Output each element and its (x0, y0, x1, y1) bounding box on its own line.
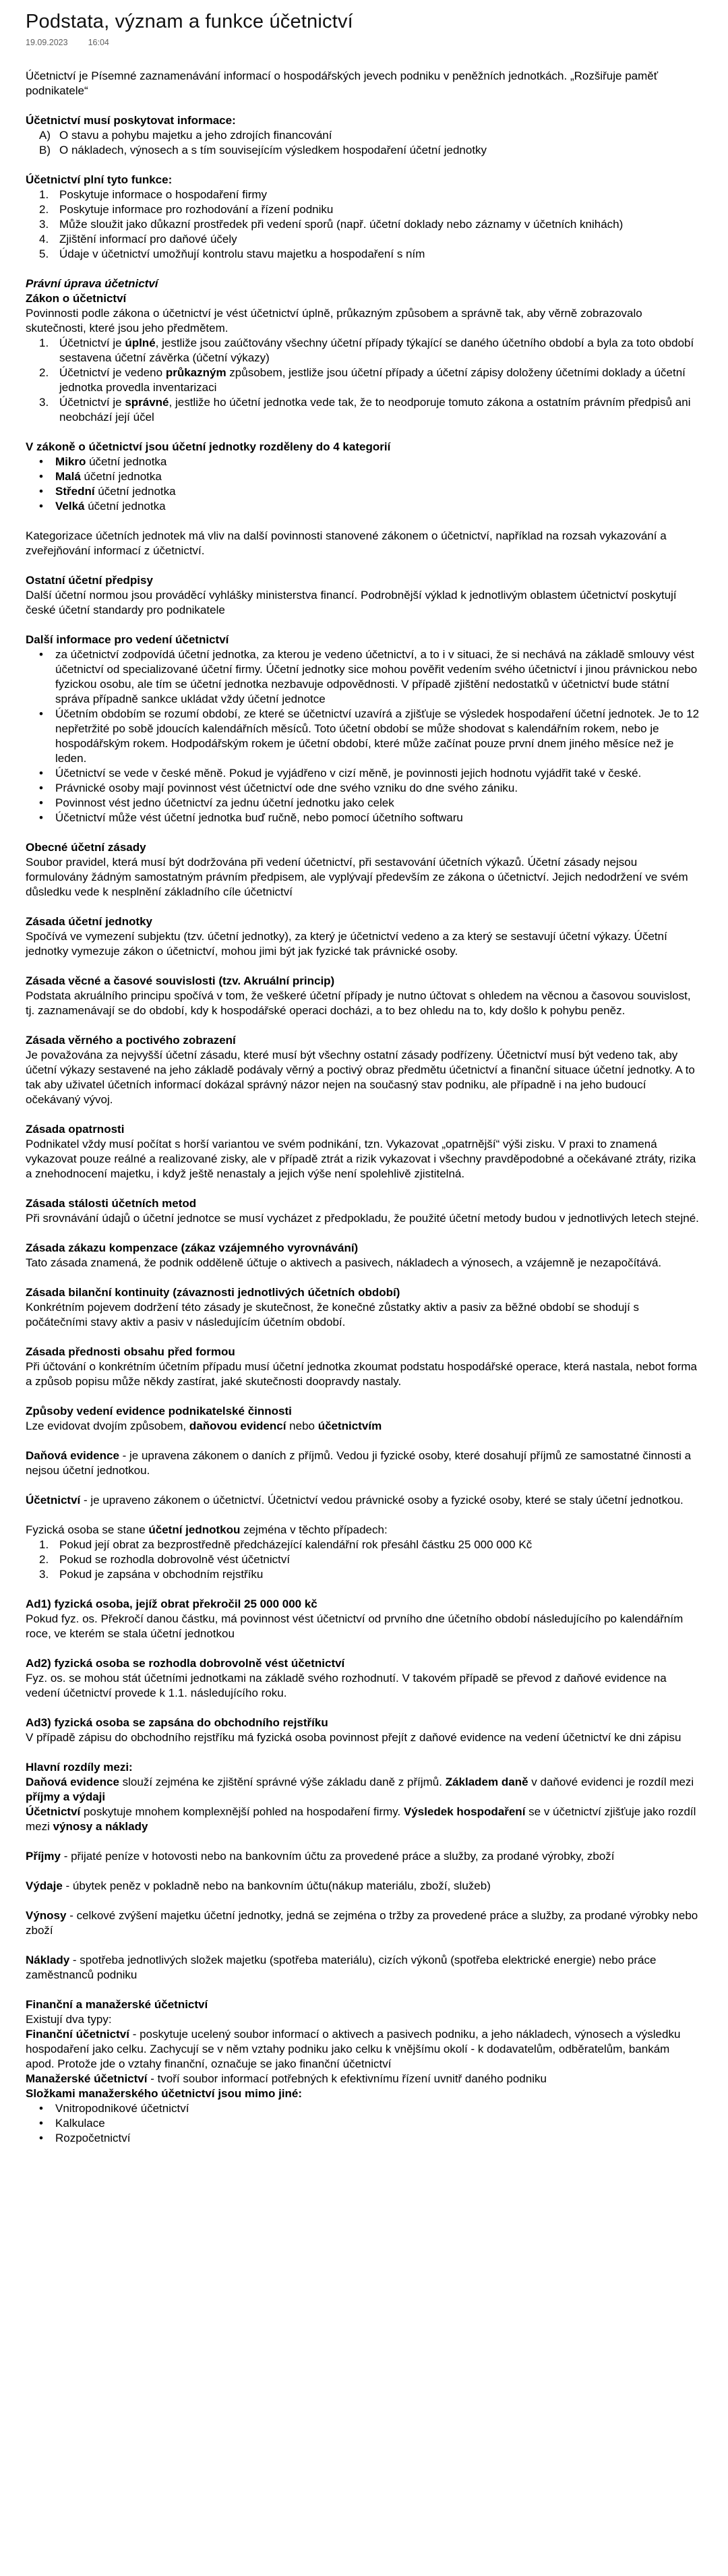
paragraph: Fyz. os. se mohou stát účetními jednotkami na základě svého rozhodnutí. V takovém případě se převod z daňové evidence na vedení účetnictví provede k 1.1. následujícího roku. (26, 1672, 667, 1699)
numbered-list (26, 128, 700, 158)
text-run: účetnictvím (317, 1419, 382, 1432)
section-heading: Zásada věrného a poctivého zobrazení (26, 1034, 236, 1047)
list-marker: 1. (39, 188, 49, 201)
paragraph: Účetnictví je Písemné zaznamenávání informací o hospodářských jevech podniku v peněžních jednotkách. „Rozšiřuje paměť podnikatele“ (26, 69, 659, 97)
section-heading: Zásada zákazu kompenzace (zákaz vzájemného vyrovnávání) (26, 1241, 359, 1254)
list-marker: 1. (39, 336, 49, 349)
list-marker: • (39, 470, 43, 483)
text-run: Základem daně (445, 1776, 528, 1788)
paragraph: Fyzická osoba se stane účetní jednotkou zejména v těchto případech: (26, 1523, 388, 1536)
list-item-text: Může sloužit jako důkazní prostředek při vedení sporů (např. účetní doklady nebo záznamy v účetních knihách) (59, 218, 624, 231)
section-heading: Zásada přednosti obsahu před formou (26, 1345, 235, 1358)
list-item-text: Pokud je zapsána v obchodním rejstříku (59, 1568, 264, 1581)
text-run: Daňová evidence (26, 1776, 119, 1788)
list-item-text: Mikro účetní jednotka (55, 455, 167, 468)
paragraph: Povinnosti podle zákona o účetnictví je vést účetnictví úplně, průkazným způsobem a správně tak, aby věrně zobrazovalo skutečnosti, které jsou jeho předmětem. (26, 307, 642, 334)
list-item (39, 128, 700, 143)
section-heading: Ad2) fyzická osoba se rozhodla dobrovolně vést účetnictví (26, 1657, 345, 1670)
list-item (39, 766, 700, 781)
section-heading: Zásada opatrnosti (26, 1123, 125, 1136)
paragraph: Daňová evidence slouží zejména ke zjištění správné výše základu daně z příjmů. Základem daně v daňové evidenci je rozdíl mezi příjmy a výdaji (26, 1776, 694, 1803)
numbered-list (26, 1538, 700, 1582)
list-item (39, 247, 700, 262)
list-item (39, 499, 700, 514)
text-run: Výsledek hospodaření (403, 1805, 526, 1818)
list-marker: 1. (39, 1538, 49, 1551)
list-item (39, 365, 700, 395)
list-item-text: Účetnictví je úplné, jestliže jsou zaúčtovány všechny účetní případy týkající se daného účetního období a byla za toto období sestavena účetní závěrka (účetní výkazy) (59, 336, 694, 364)
paragraph: Kategorizace účetních jednotek má vliv na další povinnosti stanovené zákonem o účetnictví, například na rozsah vykazování a zveřejňování informací z účetnictví. (26, 529, 667, 557)
list-item (39, 2101, 700, 2116)
paragraph: Manažerské účetnictví - tvoří soubor informací potřebných k efektivnímu řízení uvnitř daného podniku (26, 2072, 547, 2085)
list-item-text: Údaje v účetnictví umožňují kontrolu stavu majetku a hospodaření s ním (59, 247, 425, 260)
paragraph: Podstata akruálního principu spočívá v tom, že veškeré účetní případy je nutno účtovat s ohledem na věcnou a časovou souvislost, tj. zaznamenávají se do období, kdy k hospodářské operaci docházi, a to bez ohledu na to, kdy došlo k pohybu peněz. (26, 989, 691, 1017)
page-meta (26, 38, 700, 47)
text-run: Daňová evidence (26, 1449, 119, 1462)
list-marker: • (39, 767, 43, 780)
text-run: Manažerské účetnictví (26, 2072, 148, 2085)
bullet-list (26, 455, 700, 514)
list-marker: • (39, 455, 43, 468)
list-item-text: Zjištění informací pro daňové účely (59, 233, 237, 245)
list-marker: A) (39, 129, 51, 142)
list-item (39, 187, 700, 202)
list-item (39, 336, 700, 365)
list-marker: • (39, 485, 43, 498)
list-item-text: Kalkulace (55, 2117, 105, 2130)
text-run: správné (125, 396, 169, 409)
paragraph: Výdaje - úbytek peněz v pokladně nebo na bankovním účtu(nákup materiálu, zboží, služeb) (26, 1879, 491, 1892)
paragraph: Tato zásada znamená, že podnik odděleně účtuje o aktivech a pasivech, nákladech a výnosech, a vzájemně je nezapočítává. (26, 1256, 662, 1269)
list-marker: 2. (39, 366, 49, 379)
section-heading: Způsoby vedení evidence podnikatelské činnosti (26, 1405, 292, 1417)
paragraph (26, 2086, 700, 2101)
paragraph: Finanční účetnictví - poskytuje ucelený soubor informací o aktivech a pasivech podniku, a jeho nákladech, výnosech a výsledku hospodaření jako celku. Zachycují se v něm vztahy podniku jako celku k vnějšímu okolí - k dodavatelům, odběratelům, bankám apod. Protože jde o vztahy finanční, označuje se jako finanční účetnictví (26, 2028, 681, 2070)
list-marker: 5. (39, 247, 49, 260)
list-marker: • (39, 811, 43, 824)
list-item-text: Účetnictví se vede v české měně. Pokud je vyjádřeno v cizí měně, je povinnosti jejich hodnotu vyjádřit také v české. (55, 767, 642, 780)
paragraph: Daňová evidence - je upravena zákonem o daních z příjmů. Vedou ji fyzické osoby, které dosahují příjmů ze samostatné činnosti a nejsou účetní jednotkou. (26, 1449, 692, 1477)
text-run: příjmy a výdaji (26, 1790, 106, 1803)
list-item-text: O stavu a pohybu majetku a jeho zdrojích financování (59, 129, 332, 142)
text-run: výnosy a náklady (53, 1820, 148, 1833)
list-item (39, 143, 700, 158)
section-heading: Zásada účetní jednotky (26, 915, 152, 928)
list-item-text: Malá účetní jednotka (55, 470, 162, 483)
text-run: daňovou evidencí (189, 1419, 286, 1432)
list-item-text: Střední účetní jednotka (55, 485, 176, 498)
paragraph: Existují dva typy: (26, 2013, 112, 2026)
section-heading: Ostatní účetní předpisy (26, 574, 153, 587)
page-title: Podstata, význam a funkce účetnictví (26, 11, 353, 32)
text-run: Účetnictví (26, 1494, 81, 1506)
section-heading: Právní úprava účetnictví (26, 277, 158, 290)
section-heading: Hlavní rozdíly mezi: (26, 1761, 133, 1774)
text-run: úplné (125, 336, 156, 349)
text-run: Mikro (55, 455, 86, 468)
text-run: Složkami manažerského účetnictví jsou mimo jiné: (26, 2087, 303, 2100)
list-item-text: Poskytuje informace pro rozhodování a řízení podniku (59, 203, 334, 216)
list-item-text: Právnické osoby mají povinnost vést účetnictví ode dne svého vzniku do dne svého zániku. (55, 782, 518, 794)
section-heading: Zásada věcné a časové souvislosti (tzv. Akruální princip) (26, 974, 335, 987)
list-item (39, 811, 700, 825)
list-item (39, 232, 700, 247)
text-run: Výdaje (26, 1879, 63, 1892)
list-marker: 3. (39, 1568, 49, 1581)
section-heading: Zákon o účetnictví (26, 292, 127, 305)
text-run: Náklady (26, 1954, 70, 1966)
list-marker: 3. (39, 218, 49, 231)
list-item (39, 2131, 700, 2146)
paragraph: V případě zápisu do obchodního rejstříku má fyzická osoba povinnost přejít z daňové evidence na vedení účetnictví ke dni zápisu (26, 1731, 681, 1744)
list-marker: B) (39, 144, 51, 156)
bullet-list (26, 647, 700, 825)
list-item (39, 796, 700, 811)
section-heading: Účetnictví musí poskytovat informace: (26, 114, 236, 127)
text-run: Velká (55, 500, 85, 513)
page-header (26, 11, 700, 47)
section-heading: Účetnictví plní tyto funkce: (26, 173, 173, 186)
list-marker: • (39, 796, 43, 809)
list-marker: • (39, 2102, 43, 2115)
paragraph: Účetnictví poskytuje mnohem komplexnější pohled na hospodaření firmy. Výsledek hospodaření se v účetnictví zjišťuje jako rozdíl mezi výnosy a náklady (26, 1805, 696, 1833)
list-item-text: Poskytuje informace o hospodaření firmy (59, 188, 268, 201)
list-item (39, 455, 700, 469)
text-run: Příjmy (26, 1850, 61, 1863)
paragraph: Při účtování o konkrétním účetním případu musí účetní jednotka zkoumat podstatu hospodářské operace, která nastala, nebot forma a způsob popisu může někdy zastírat, jaké skutečnosti doopravdy nastaly. (26, 1360, 698, 1388)
list-marker: 2. (39, 1553, 49, 1566)
list-marker: • (39, 648, 43, 661)
paragraph: Výnosy - celkové zvýšení majetku účetní jednotky, jedná se zejména o tržby za provedené práce a služby, za prodané výrobky nebo zboží (26, 1909, 698, 1937)
list-marker: 2. (39, 203, 49, 216)
list-item-text: O nákladech, výnosech a s tím souvisejícím výsledkem hospodaření účetní jednotky (59, 144, 487, 156)
section-heading: Ad3) fyzická osoba se zapsána do obchodního rejstříku (26, 1716, 328, 1729)
text-run: účetní jednotkou (148, 1523, 241, 1536)
paragraph: Konkrétním pojevem dodržení této zásady je skutečnost, že konečné zůstatky aktiv a pasiv za běžné období se shodují s počátečními stavy aktiv a pasiv v následujícím účetním období. (26, 1301, 640, 1328)
list-item (39, 781, 700, 796)
list-item-text: Účetnictví může vést účetní jednotka buď ručně, nebo pomocí účetního softwaru (55, 811, 463, 824)
list-marker: • (39, 500, 43, 513)
list-item-text: Vnitropodnikové účetnictví (55, 2102, 189, 2115)
bullet-list (26, 2101, 700, 2146)
numbered-list (26, 187, 700, 262)
list-item-text: Účetnictví je správné, jestliže ho účetní jednotka vede tak, že to neodporuje tomuto zákona a ostatním právním předpisů ani neobchází její účel (59, 396, 691, 423)
section-heading: Obecné účetní zásady (26, 841, 146, 854)
list-item-text: Rozpočetnictví (55, 2132, 131, 2144)
section-heading: Další informace pro vedení účetnictví (26, 633, 229, 646)
section-heading: Zásada bilanční kontinuity (závaznosti jednotlivých účetních období) (26, 1286, 400, 1299)
paragraph: Příjmy - přijaté peníze v hotovosti nebo na bankovním účtu za provedené práce a služby, za prodané výrobky, zboží (26, 1850, 615, 1863)
paragraph: Další účetní normou jsou prováděcí vyhlášky ministerstva financí. Podrobnější výklad k jednotlivým oblastem účetnictví poskytují české účetní standardy pro podnikatele (26, 589, 677, 616)
list-marker: • (39, 782, 43, 794)
paragraph: Při srovnávání údajů o účetní jednotce se musí vycházet z předpokladu, že použité účetní metody budou v jednotlivých letech stejné. (26, 1212, 699, 1225)
paragraph: Pokud fyz. os. Překročí danou částku, má povinnost vést účetnictví od prvního dne účetního období následujícího po kalendářním roce, ve kterém se stala účetní jednotkou (26, 1612, 684, 1640)
paragraph: Soubor pravidel, která musí být dodržována při vedení účetnictví, při sestavování účetních výkazů. Účetní zásady nejsou formulovány žádným samostatným právním předpisem, ale vyplývají především ze zákona o účetnictví. Jejich nedodržení ve svém důsledku vede k nesplnění základního cíle účetnictví (26, 856, 688, 898)
paragraph: Náklady - spotřeba jednotlivých složek majetku (spotřeba materiálu), cizích výkonů (spotřeba elektrické energie) nebo práce zaměstnanců podniku (26, 1954, 657, 1981)
list-item-text: Účetnictví je vedeno průkazným způsobem, jestliže jsou účetní případy a účetní zápisy doloženy účetními doklady a účetní jednotka provedla inventarizaci (59, 366, 686, 394)
paragraph: Podnikatel vždy musí počítat s horší variantou ve svém podnikání, tzn. Vykazovat „opatrnější“ výši zisku. V praxi to znamená vykazovat pouze reálné a realizované zisky, ale v případě ztrát a rizik vykazovat i všechny pravděpodobné a očekávané ztráty, rizika a znehodnocení majetku, i když ještě nenastaly a jejich výše není spolehlivě zjistitelná. (26, 1138, 696, 1180)
list-item-text: Velká účetní jednotka (55, 500, 166, 513)
list-item-text: za účetnictví zodpovídá účetní jednotka, za kterou je vedeno účetnictví, a to i v situaci, že si nechává na základě smlouvy vést účetnictví od specializované účetní firmy. Účetní jednotky sice mohou pověřit vedením svého účetnictví i jinou právnickou nebo fyzickou osobu, ale tím se účetní jednotka nezbavuje odpovědnosti. V případě zjištění nedostatků v účetnictví bude státní správa případně sankce ukládat vždy účetní jednotce (55, 648, 698, 705)
text-run: Střední (55, 485, 95, 498)
list-item (39, 707, 700, 766)
text-run: Výnosy (26, 1909, 67, 1922)
list-item (39, 469, 700, 484)
section-heading: Ad1) fyzická osoba, jejíž obrat překročil 25 000 000 kč (26, 1598, 317, 1610)
list-item (39, 647, 700, 707)
paragraph: Účetnictví - je upraveno zákonem o účetnictví. Účetnictví vedou právnické osoby a fyzické osoby, které se staly účetní jednotkou. (26, 1494, 684, 1506)
list-item (39, 202, 700, 217)
list-item (39, 1567, 700, 1582)
list-marker: • (39, 707, 43, 720)
text-run: Finanční účetnictví (26, 2028, 129, 2041)
section-heading: V zákoně o účetnictví jsou účetní jednotky rozděleny do 4 kategorií (26, 440, 391, 453)
list-item-text: Účetním obdobím se rozumí období, ze které se účetnictví uzavírá a zjišťuje se výsledek hospodaření účetní jednotek. Je to 12 nepřetržité po sobě jdoucích kalendářních měsíců. Toto účetní období se může shodovat s kalendářním rokem, nebo je hospodářským rokem. Hodpodářským rokem je účetní období, které může začínat pouze první dnem jiného měsíce než je leden. (55, 707, 700, 765)
text-run: Účetnictví (26, 1805, 81, 1818)
section-heading: Zásada stálosti účetních metod (26, 1197, 197, 1210)
paragraph: Lze evidovat dvojím způsobem, daňovou evidencí nebo účetnictvím (26, 1419, 382, 1432)
list-item-text: Povinnost vést jedno účetnictví za jednu účetní jednotku jako celek (55, 796, 394, 809)
list-item-text: Pokud její obrat za bezprostředně předcházející kalendářní rok přesáhl částku 25 000 000 Kč (59, 1538, 533, 1551)
list-marker: 4. (39, 233, 49, 245)
paragraph: Je považována za nejvyšší účetní zásadu, které musí být všechny ostatní zásady podřízeny. Účetnictví musí být vedeno tak, aby účetní výkazy sestavené na jeho základě podávaly věrný a poctivý obraz předmětu účetnictví a finanční situace účetní jednotky. A to tak aby uživatel účetních informací dokázal správný názor nejen na současný stav podniku, ale případně i na jeho budoucí očekávaný vývoj. (26, 1049, 695, 1106)
page-date: 19.09.2023 (26, 38, 68, 47)
list-marker: • (39, 2117, 43, 2130)
list-item (39, 484, 700, 499)
list-marker: • (39, 2132, 43, 2144)
paragraph: Spočívá ve vymezení subjektu (tzv. účetní jednotky), za který je účetnictví vedeno a za který se sestavují účetní výkazy. Účetní jednotky vymezuje zákon o účetnictví, mohou jimi být jak fyzické tak právnické osoby. (26, 930, 667, 958)
list-item (39, 1552, 700, 1567)
list-item (39, 1538, 700, 1552)
list-item (39, 2116, 700, 2131)
numbered-list (26, 336, 700, 425)
text-run: Malá (55, 470, 81, 483)
list-item-text: Pokud se rozhodla dobrovolně vést účetnictví (59, 1553, 291, 1566)
text-run: průkazným (165, 366, 226, 379)
page-time: 16:04 (88, 38, 109, 47)
list-item (39, 395, 700, 425)
list-item (39, 217, 700, 232)
document-body (26, 69, 700, 2146)
list-marker: 3. (39, 396, 49, 409)
section-heading: Finanční a manažerské účetnictví (26, 1998, 208, 2011)
